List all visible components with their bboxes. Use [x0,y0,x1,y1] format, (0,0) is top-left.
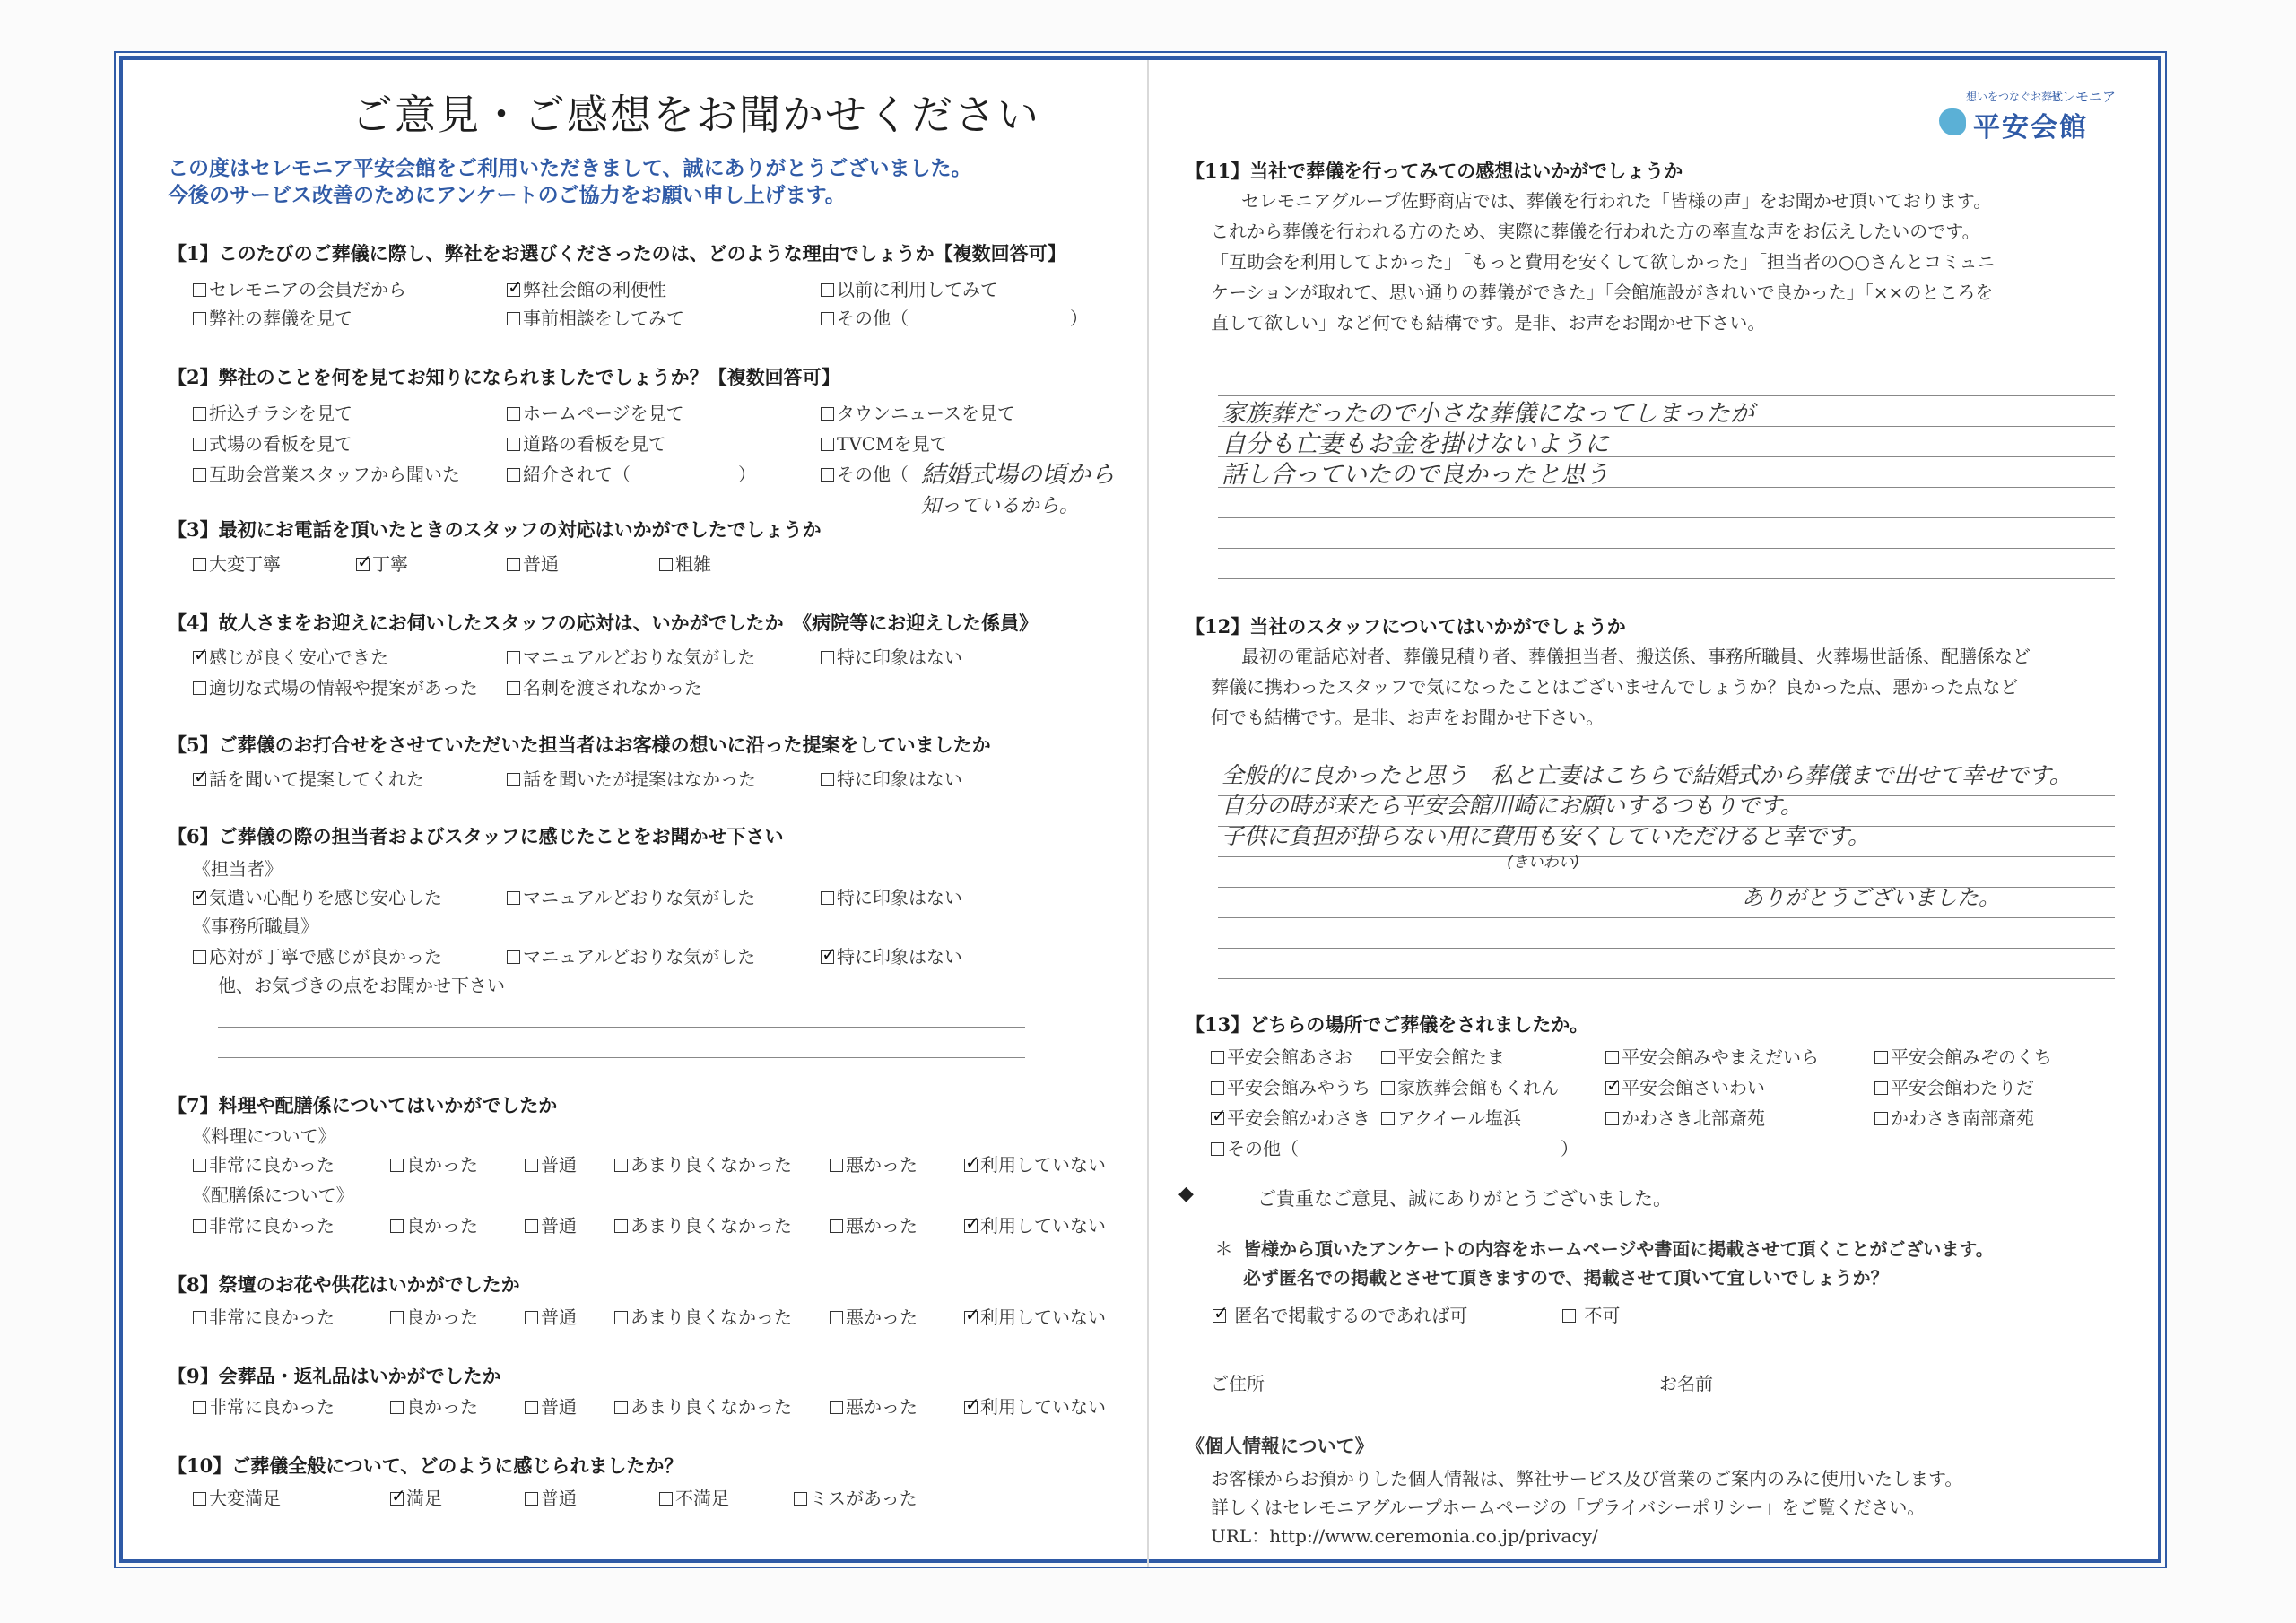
checkbox[interactable] [193,438,206,451]
checkbox-option[interactable]: マニュアルどおりな気がした [507,883,755,909]
checkbox[interactable] [830,1401,843,1414]
checkbox-option[interactable]: ✓ 利用していない [964,1303,1106,1329]
checkbox-option[interactable]: ✓感じが良く安心できた [193,643,388,669]
checkbox-option[interactable]: 平安会館たま [1381,1043,1505,1069]
name-label: お名前 [1659,1373,1713,1394]
checkbox-option[interactable]: 家族葬会館もくれん [1381,1073,1559,1099]
checkbox[interactable] [1605,1051,1619,1064]
checkbox-option[interactable]: 普通 [525,1211,577,1237]
checkbox[interactable] [821,312,834,325]
checkbox[interactable] [525,1401,538,1414]
logo-brand: セレモニア [2048,89,2117,105]
checkbox[interactable] [193,651,206,664]
checkbox-option[interactable]: 大変満足 [193,1484,281,1510]
handwritten-note: 結婚式場の頃から [921,461,1115,489]
checkbox[interactable] [821,950,834,964]
checkbox[interactable] [507,558,520,571]
checkbox[interactable] [1605,1081,1619,1095]
checkbox-option[interactable]: 紹介されて（ ） [507,460,756,486]
checkbox-option[interactable]: あまり良くなかった [614,1303,792,1329]
publish-notice: 皆様から頂いたアンケートの内容をホームページや書面に掲載させて頂くことがございます。 [1243,1238,1994,1260]
checkbox-option[interactable]: ✓気遣い心配りを感じ安心した [193,883,442,909]
checkbox[interactable] [830,1159,843,1172]
checkbox-option[interactable]: 弊社の葬儀を見て [193,304,352,330]
checkbox-option[interactable]: 非常に良かった [193,1211,335,1237]
write-line[interactable] [218,1057,1025,1058]
page-fold [1147,60,1149,1567]
question-2: 【2】弊社のことを何を見てお知りになられましたでしょうか？【複数回答可】 [168,366,840,388]
question-12: 【12】当社のスタッフについてはいかがでしょうか [1186,615,1626,638]
checkbox[interactable] [964,1159,978,1172]
checkbox-option[interactable]: 以前に利用してみて [821,275,998,301]
checkbox-option[interactable]: ✓ 特に印象はない [821,942,962,968]
checkbox-option[interactable]: 平安会館みやまえだいら [1605,1043,1819,1069]
other-close-paren: ） [1561,1138,1578,1159]
checkbox-option[interactable]: あまり良くなかった [614,1393,792,1419]
privacy-text: 詳しくはセレモニアグループホームページの「プライバシーポリシー」をご覧ください。 [1211,1497,1926,1518]
checkbox-option[interactable]: 普通 [525,1303,577,1329]
checkbox[interactable] [193,407,206,421]
checkbox[interactable] [390,1219,404,1233]
checkbox[interactable] [193,283,206,297]
checkbox-option[interactable]: 特に印象はない [821,883,962,909]
handwritten-comment: 話し合っていたので良かったと思う [1222,461,1609,489]
checkbox[interactable] [1874,1081,1888,1095]
checkbox-option[interactable]: かわさき北部斎苑 [1605,1104,1765,1130]
asterisk-icon: ＊ [1214,1238,1233,1260]
checkbox-option[interactable]: 悪かった [830,1393,918,1419]
checkbox-option[interactable]: 応対が丁寧で感じが良かった [193,942,442,968]
checkbox-option[interactable]: 良かった [390,1303,478,1329]
question-12-body: 最初の電話応対者、葬儀見積り者、葬儀担当者、搬送係、事務所職員、火葬場世話係、配膳係など 葬儀に携わったスタッフで気になったことはございませんでしょうか？良かった点、悪かった点など 何でも結構です。是非、お声をお聞かせ下さい。 [1211,646,2031,728]
checkbox[interactable] [1381,1112,1395,1125]
checkbox-option[interactable]: その他（ [1211,1134,1299,1160]
handwritten-comment: 全般的に良かったと思う 私と亡妻はこちらで結婚式から葬儀まで出せて幸せです。 [1222,762,2072,788]
checkbox[interactable] [964,1401,978,1414]
checkbox[interactable] [390,1311,404,1324]
checkbox[interactable] [525,1311,538,1324]
thanks-text: ご貴重なご意見、誠にありがとうございました。 [1257,1188,1672,1210]
publish-question: 必ず匿名での掲載とさせて頂きますので、掲載させて頂いて宜しいでしょうか？ [1243,1267,1889,1289]
checkbox-option[interactable]: その他（ ） [821,304,1088,330]
question-5: 【5】ご葬儀のお打合せをさせていただいた担当者はお客様の想いに沿った提案をしていましたか [168,733,991,756]
checkbox-option[interactable]: 粗雑 [659,550,711,576]
checkbox[interactable] [830,1311,843,1324]
checkbox[interactable] [390,1492,404,1506]
checkbox[interactable] [193,950,206,964]
checkbox-option[interactable]: ✓ 平安会館さいわい [1605,1073,1765,1099]
checkbox[interactable] [1874,1051,1888,1064]
company-logo [1939,87,2136,150]
checkbox-option[interactable]: 悪かった [830,1150,918,1176]
checkbox-option[interactable]: ✓平安会館かわさき [1211,1104,1370,1130]
checkbox-option[interactable]: アクイール塩浜 [1381,1104,1521,1130]
checkbox[interactable] [390,1159,404,1172]
intro-text: この度はセレモニア平安会館をご利用いただきまして、誠にありがとうございました。 今後のサービス改善のためにアンケートのご協力をお願い申し上げます。 [168,156,972,207]
checkbox[interactable] [507,651,520,664]
checkbox-option[interactable]: 良かった [390,1393,478,1419]
checkbox[interactable] [193,1219,206,1233]
page-title: ご意見・ご感想をお聞かせください [352,91,1040,139]
checkbox[interactable] [1213,1309,1226,1323]
address-label: ご住所 [1211,1373,1265,1394]
checkbox-option[interactable]: 式場の看板を見て [193,430,352,456]
checkbox[interactable] [821,468,834,482]
question-10: 【10】ご葬儀全般について、どのように感じられましたか？ [168,1454,683,1477]
survey-sheet [119,56,2161,1563]
privacy-url-link[interactable]: URL：http://www.ceremonia.co.jp/privacy/ [1211,1525,1598,1547]
checkbox[interactable] [821,651,834,664]
right-page [1178,60,2154,1559]
logo-tagline: 想いをつなぐお葬式 [1966,91,2064,103]
anonymous-ok-option[interactable]: ✓ 匿名で掲載するのであれば可 [1213,1301,1467,1327]
checkbox[interactable] [821,773,834,786]
checkbox[interactable] [507,468,520,482]
checkbox[interactable] [193,1401,206,1414]
write-line[interactable] [1218,578,2115,579]
write-line[interactable] [1218,917,2115,918]
checkbox[interactable] [614,1219,628,1233]
checkbox[interactable] [193,1311,206,1324]
checkbox-option[interactable]: セレモニアの会員だから [193,275,406,301]
question-13: 【13】どちらの場所でご葬儀をされましたか。 [1186,1013,1589,1036]
question-11-body: セレモニアグループ佐野商店では、葬儀を行われた「皆様の声」をお聞かせ頂いております。 これから葬儀を行われる方のため、実際に葬儀を行われた方の率直な声をお伝えしたいのです。 「互助会を利用してよかった」「もっと費用を安くして欲しかった」「担当者の○○さんとコミュニ ケーションが取れて、思い通りの葬儀ができた」「会館施設がきれいで良かった」「××のところを 直して欲しい」など何でも結構です。是非、お声をお聞かせ下さい。 [1211,190,1996,334]
checkbox[interactable] [193,681,206,695]
checkbox[interactable] [193,312,206,325]
checkbox-option[interactable]: ✓ 丁寧 [356,550,408,576]
checkbox-option[interactable]: 非常に良かった [193,1393,335,1419]
checkbox[interactable] [507,891,520,905]
checkbox[interactable] [659,558,673,571]
checkbox[interactable] [525,1159,538,1172]
checkbox[interactable] [525,1492,538,1506]
checkbox-option[interactable]: 特に印象はない [821,765,962,791]
checkbox[interactable] [1874,1112,1888,1125]
checkbox-option[interactable]: 普通 [525,1150,577,1176]
handwritten-comment: 自分も亡妻もお金を掛けないように [1222,430,1609,458]
question-4: 【4】故人さまをお迎えにお伺いしたスタッフの応対は、いかがでしたか 《病院等にお迎えした係員》 [168,612,1039,634]
checkbox-option[interactable]: 非常に良かった [193,1303,335,1329]
checkbox[interactable] [507,681,520,695]
checkbox[interactable] [821,283,834,297]
checkbox-option[interactable]: その他（ [821,460,909,486]
checkbox-option[interactable]: ミスがあった [794,1484,918,1510]
question-6: 【6】ご葬儀の際の担当者およびスタッフに感じたことをお聞かせ下さい [168,825,784,847]
checkbox[interactable] [1211,1142,1224,1156]
checkbox-option[interactable]: 平安会館あさお [1211,1043,1352,1069]
write-line[interactable] [1218,856,2115,857]
handwritten-note: 知っているから。 [921,495,1080,517]
checkbox-option[interactable]: 道路の看板を見て [507,430,666,456]
checkbox-option[interactable]: 事前相談をしてみて [507,304,684,330]
checkbox[interactable] [193,891,206,905]
checkbox-option[interactable]: 平安会館みやうち [1211,1073,1370,1099]
checkbox[interactable] [1211,1051,1224,1064]
checkbox-option[interactable]: ホームページを見て [507,399,684,425]
checkbox-option[interactable]: あまり良くなかった [614,1150,792,1176]
handwritten-comment: (きいわい) [1507,854,1580,872]
checkbox[interactable] [507,407,520,421]
checkbox[interactable] [964,1219,978,1233]
question-1: 【1】このたびのご葬儀に際し、弊社をお選びくださったのは、どのような理由でしょうか【複数回答可】 [168,242,1066,265]
checkbox[interactable] [390,1401,404,1414]
checkbox[interactable] [821,407,834,421]
question-11: 【11】当社で葬儀を行ってみての感想はいかがでしょうか [1186,160,1683,182]
checkbox-option[interactable]: 普通 [525,1484,577,1510]
checkbox-option[interactable]: 名刺を渡されなかった [507,673,702,699]
checkbox[interactable] [507,312,520,325]
checkbox[interactable] [507,283,520,297]
checkbox-option[interactable]: 互助会営業スタッフから聞いた [193,460,460,486]
checkbox[interactable] [193,558,206,571]
checkbox[interactable] [193,468,206,482]
checkbox-option[interactable]: マニュアルどおりな気がした [507,643,755,669]
checkbox[interactable] [193,773,206,786]
checkbox-option[interactable]: 大変丁寧 [193,550,281,576]
checkbox-option[interactable]: マニュアルどおりな気がした [507,942,755,968]
checkbox[interactable] [614,1401,628,1414]
write-line[interactable] [1218,978,2115,979]
checkbox-option[interactable]: かわさき南部斎苑 [1874,1104,2034,1130]
question-7: 【7】料理や配膳係についてはいかがでしたか [168,1094,558,1116]
checkbox[interactable] [821,891,834,905]
checkbox-option[interactable]: ✓ 弊社会館の利便性 [507,275,666,301]
checkbox-option[interactable]: 良かった [390,1211,478,1237]
handwritten-comment: 家族葬だったので小さな葬儀になってしまったが [1222,400,1754,428]
checkbox-option[interactable]: タウンニュースを見て [821,399,1015,425]
checkbox[interactable] [614,1159,628,1172]
logo-name: 平安会館 [1973,112,2088,143]
checkbox[interactable] [507,773,520,786]
checkbox-option[interactable]: あまり良くなかった [614,1211,792,1237]
write-line[interactable] [1218,948,2115,949]
checkbox-option[interactable]: 適切な式場の情報や提案があった [193,673,478,699]
checkbox-option[interactable]: 特に印象はない [821,643,962,669]
write-line[interactable] [218,1027,1025,1028]
handwritten-comment: ありがとうございました。 [1742,885,2000,910]
checkbox[interactable] [614,1311,628,1324]
subheading: 《料理について》 [193,1125,336,1147]
checkbox[interactable] [1211,1112,1224,1125]
privacy-title: 《個人情報について》 [1186,1435,1374,1457]
checkbox[interactable] [964,1311,978,1324]
checkbox-option[interactable]: ✓ 満足 [390,1484,442,1510]
subheading: 《配膳係について》 [193,1185,354,1206]
checkbox-option[interactable]: ✓話を聞いて提案してくれた [193,765,424,791]
checkbox-option[interactable]: 普通 [507,550,559,576]
checkbox[interactable] [1381,1081,1395,1095]
anonymous-ng-option[interactable]: 不可 [1562,1301,1620,1327]
checkbox-option[interactable]: 悪かった [830,1303,918,1329]
checkbox-option[interactable]: 話を聞いたが提案はなかった [507,765,756,791]
checkbox[interactable] [1211,1081,1224,1095]
checkbox[interactable] [507,950,520,964]
checkbox[interactable] [821,438,834,451]
checkbox[interactable] [1381,1051,1395,1064]
question-9: 【9】会葬品・返礼品はいかがでしたか [168,1365,501,1387]
checkbox-option[interactable]: 良かった [390,1150,478,1176]
checkbox-option[interactable]: ✓ 利用していない [964,1150,1106,1176]
left-page [168,60,1136,1559]
checkbox[interactable] [1562,1309,1576,1323]
checkbox[interactable] [193,1492,206,1506]
checkbox-option[interactable]: 折込チラシを見て [193,399,352,425]
checkbox-option[interactable]: 平安会館みぞのくち [1874,1043,2052,1069]
write-line[interactable] [1218,517,2115,518]
checkbox[interactable] [356,558,370,571]
handwritten-comment: 自分の時が来たら平安会館川崎にお願いするつもりです。 [1222,793,1803,819]
checkbox-option[interactable]: 平安会館わたりだ [1874,1073,2034,1099]
checkbox-option[interactable]: ✓ 利用していない [964,1393,1106,1419]
subheading: 《担当者》 [193,858,283,880]
checkbox[interactable] [507,438,520,451]
checkbox-option[interactable]: ✓ 利用していない [964,1211,1106,1237]
subheading: 《事務所職員》 [193,916,318,937]
handwritten-comment: 子供に負担が掛らない用に費用も安くしていただけると幸です。 [1222,823,1871,849]
checkbox[interactable] [525,1219,538,1233]
diamond-icon: ◆ [1178,1183,1194,1205]
checkbox-option[interactable]: 普通 [525,1393,577,1419]
checkbox-option[interactable]: TVCMを見て [821,430,948,456]
checkbox[interactable] [193,1159,206,1172]
checkbox-option[interactable]: 悪かった [830,1211,918,1237]
question-8: 【8】祭壇のお花や供花はいかがでしたか [168,1273,520,1296]
checkbox[interactable] [1605,1112,1619,1125]
privacy-text: お客様からお預かりした個人情報は、弊社サービス及び営業のご案内のみに使用いたします。 [1211,1468,1963,1489]
other-comments-label: 他、お気づきの点をお聞かせ下さい [218,975,505,996]
checkbox[interactable] [659,1492,673,1506]
question-3: 【3】最初にお電話を頂いたときのスタッフの対応はいかがでしたでしょうか [168,518,822,541]
checkbox-option[interactable]: 不満足 [659,1484,729,1510]
checkbox[interactable] [830,1219,843,1233]
checkbox[interactable] [794,1492,807,1506]
write-line[interactable] [1218,548,2115,549]
checkbox-option[interactable]: 非常に良かった [193,1150,335,1176]
logo-mark-icon [1939,108,1966,135]
